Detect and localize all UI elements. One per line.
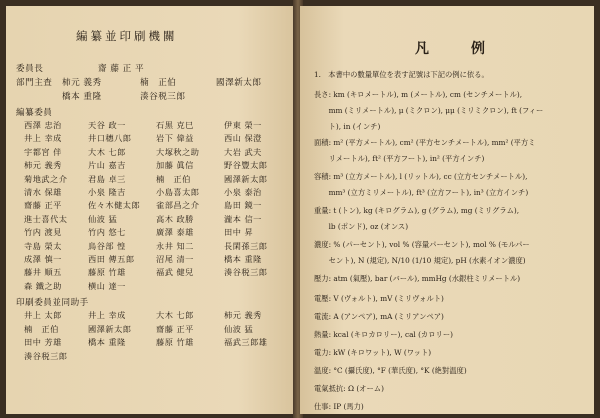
- right-page: [300, 6, 594, 414]
- member-name: 藤井 順五: [24, 267, 62, 278]
- print-member-name: 柿元 義秀: [224, 310, 262, 320]
- unit-entry: 温度: °C (攝氏度), °F (華氏度), °K (絶對温度): [314, 366, 467, 375]
- member-name: 大岩 武夫: [224, 146, 262, 157]
- member-name: 竹内 渡見: [24, 227, 62, 238]
- committee-head-label: 委員長: [16, 64, 44, 74]
- member-name: 菊地武之介: [24, 173, 68, 184]
- member-name: 伊東 榮一: [224, 120, 262, 130]
- committee-head-names: 齋 藤 正 平: [98, 64, 145, 74]
- unit-entry: 容積: m³ (立方メートル), l (リットル), cc (立方センチメートル),: [314, 172, 528, 181]
- unit-entry: 電力: kW (キロワット), W (ワット): [314, 348, 432, 357]
- member-name: 寺島 榮太: [24, 240, 62, 251]
- member-name: 柿元 義秀: [24, 160, 62, 171]
- unit-entry: 面積: m² (平方メートル), cm² (平方センチメートル), mm² (平方ミ: [314, 138, 536, 147]
- unit-entry: セント), N (規定), N/10 (1/10 規定), pH (水素イオン濃度): [314, 256, 526, 265]
- member-name: 仙波 猛: [88, 213, 118, 224]
- member-name: 天谷 政一: [88, 120, 126, 130]
- member-name: 君島 卓三: [88, 173, 126, 184]
- division-name: 柿元 義秀: [62, 78, 102, 88]
- member-name: 高木 政勝: [156, 213, 194, 224]
- members-label: 編纂委員: [16, 108, 53, 118]
- print-members-label: 印刷委員並同助手: [16, 298, 89, 308]
- left-page-title: 編纂並印刷機關: [76, 29, 178, 43]
- member-name: 國澤新太郎: [224, 173, 268, 184]
- member-name: 森 鐵之助: [24, 280, 62, 291]
- unit-entry: リメートル), ft² (平方フート), in² (平方インチ): [314, 154, 485, 163]
- print-member-name: 大木 七郎: [156, 310, 194, 320]
- member-name: 岩下 偉益: [156, 133, 194, 144]
- member-name: 大塚秋之助: [156, 146, 200, 157]
- unit-entry: mm (ミリメートル), μ (ミクロン), μμ (ミリミクロン), ft (フィー: [314, 106, 544, 115]
- unit-entry: 壓力: atm (氣壓), bar (バール), mmHg (水銀柱ミリメートル): [314, 274, 521, 283]
- print-member-name: 福武三郎雄: [224, 337, 268, 348]
- member-name: 石黒 克巳: [156, 120, 194, 130]
- left-page: [6, 6, 296, 414]
- unit-entry: 電氣抵抗: Ω (オーム): [314, 384, 384, 393]
- unit-entry: 電流: A (アンペア), mA (ミリアンペア): [314, 312, 444, 321]
- division-name: 橋本 重隆: [62, 92, 102, 102]
- notes-intro: 1. 本書中の數量單位を表す記號は下記の例に依る。: [314, 70, 489, 79]
- print-member-name: 楠 正伯: [24, 323, 59, 334]
- member-name: 鳥谷部 惶: [88, 240, 126, 251]
- division-name: 楠 正伯: [140, 78, 177, 88]
- member-name: 大木 七郎: [88, 146, 126, 157]
- member-name: 瀧本 信一: [224, 213, 262, 224]
- print-member-name: 齋藤 正平: [156, 323, 194, 334]
- member-name: 永井 知二: [156, 240, 194, 251]
- member-name: 雀部昌之介: [156, 200, 200, 211]
- member-name: 島田 鏡一: [224, 200, 262, 211]
- member-name: 片山 嘉吉: [88, 160, 126, 171]
- member-name: 宇都宮 伴: [24, 146, 62, 157]
- member-name: 藤原 竹雄: [88, 267, 126, 278]
- member-name: 長閑孫三郎: [224, 240, 268, 251]
- member-name: 野谷豐太郎: [224, 160, 268, 171]
- unit-entry: 電壓: V (ヴォルト), mV (ミリヴォルト): [314, 294, 444, 303]
- member-name: 福武 健兒: [156, 267, 194, 278]
- print-member-name: 湊谷税三郎: [24, 350, 68, 361]
- member-name: 小島喜太郎: [156, 187, 200, 197]
- member-name: 湊谷税三郎: [224, 267, 268, 278]
- member-name: 西澤 忠治: [24, 120, 62, 130]
- member-name: 楠 正伯: [156, 173, 191, 184]
- unit-entry: 濃度: % (パーセント), vol % (容量パーセント), mol % (モルパー: [314, 240, 530, 249]
- member-name: 佐々木健太郎: [88, 200, 141, 211]
- print-member-name: 井上 太郎: [24, 310, 62, 320]
- print-member-name: 田中 芳雄: [24, 337, 62, 348]
- member-name: 西山 保澄: [224, 133, 262, 144]
- member-name: 沼尾 清一: [156, 254, 194, 264]
- member-name: 井口穗八郎: [88, 133, 132, 144]
- member-name: 井上 幸成: [24, 133, 62, 144]
- member-name: 進士喜代太: [24, 213, 68, 224]
- unit-entry: 仕事: IP (馬力): [314, 402, 364, 411]
- member-name: 西田 傳五郎: [88, 254, 135, 264]
- print-member-name: 橋本 重隆: [88, 337, 126, 348]
- member-name: 田中 昇: [224, 227, 254, 238]
- unit-entry: mm³ (立方ミリメートル), ft³ (立方フート), in³ (立方インチ): [314, 188, 529, 197]
- unit-entry: 熱量: kcal (キロカロリー), cal (カロリー): [314, 330, 453, 339]
- member-name: 清水 保雄: [24, 187, 62, 197]
- member-name: 廣澤 泰雄: [156, 227, 194, 238]
- division-label: 部門主査: [16, 78, 53, 88]
- unit-entry: 長さ: km (キロメートル), m (メートル), cm (センチメートル),: [314, 90, 523, 99]
- right-page-title: 凡 例: [415, 41, 499, 57]
- unit-entry: ト), in (インチ): [314, 122, 381, 131]
- member-name: 齋藤 正平: [24, 200, 62, 211]
- member-name: 竹内 悠七: [88, 227, 126, 238]
- division-name: 湊谷税三郎: [140, 92, 186, 102]
- member-name: 小泉 泰治: [224, 187, 262, 197]
- print-member-name: 藤原 竹雄: [156, 337, 194, 348]
- member-name: 横山 達一: [88, 280, 126, 291]
- print-member-name: 國澤新太郎: [88, 323, 132, 334]
- unit-entry: lb (ポンド), oz (オンス): [314, 222, 409, 231]
- member-name: 小泉 隆吉: [88, 187, 126, 197]
- member-name: 橋本 重隆: [224, 254, 262, 264]
- unit-entry: 重量: t (トン), kg (キログラム), g (グラム), mg (ミリグラム),: [314, 206, 520, 215]
- member-name: 成澤 慎一: [24, 254, 62, 264]
- print-member-name: 井上 幸成: [88, 310, 126, 320]
- division-name: 國澤新太郎: [216, 78, 262, 88]
- member-name: 加藤 眞信: [156, 160, 194, 171]
- print-member-name: 仙波 猛: [224, 323, 254, 334]
